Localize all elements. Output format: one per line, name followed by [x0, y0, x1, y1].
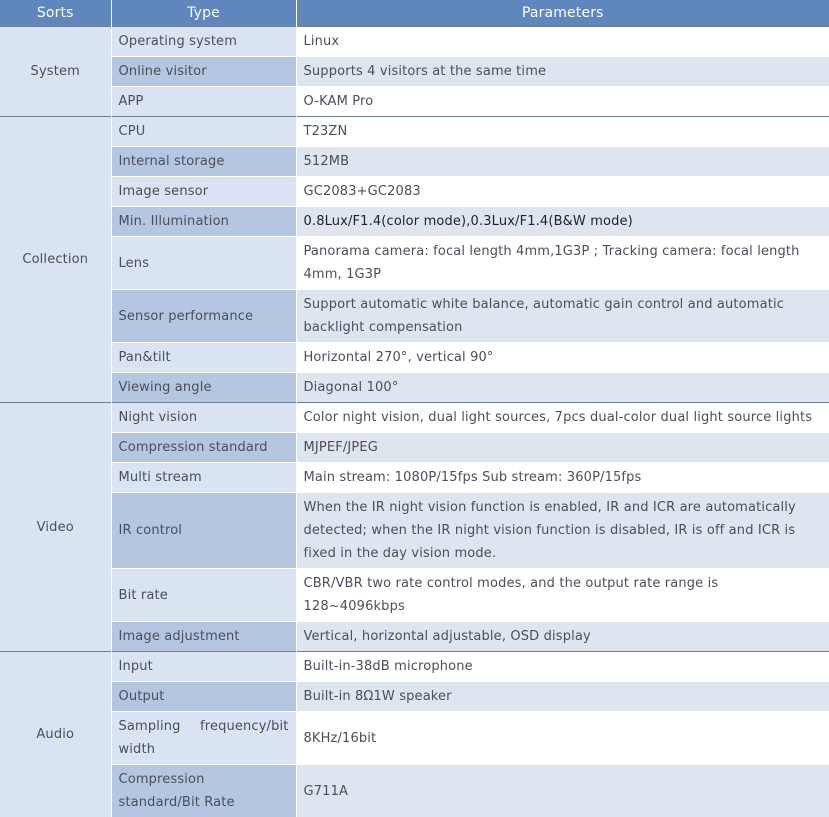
type-cell: Sensor performance: [111, 290, 296, 343]
table-row: [0, 87, 829, 117]
header-row: [0, 0, 829, 27]
param-cell: Main stream: 1080P/15fps Sub stream: 360P/15fps: [296, 463, 829, 493]
type-cell: Min. Illumination: [111, 207, 296, 237]
param-cell: Horizontal 270°, vertical 90°: [296, 343, 829, 373]
table-row: [0, 147, 829, 177]
header-parameters: Parameters: [296, 0, 829, 27]
param-cell: Vertical, horizontal adjustable, OSD display: [296, 622, 829, 652]
type-cell: Image adjustment: [111, 622, 296, 652]
table-row: [0, 493, 829, 569]
sort-system: System: [0, 27, 111, 117]
param-cell: G711A: [296, 765, 829, 817]
type-cell: Viewing angle: [111, 373, 296, 403]
type-cell: Image sensor: [111, 177, 296, 207]
type-cell: [111, 712, 296, 765]
param-cell: Panorama camera: focal length 4mm,1G3P ; Tracking camera: focal length 4mm, 1G3P: [296, 237, 829, 290]
param-cell: GC2083+GC2083: [296, 177, 829, 207]
param-cell: MJPEF/JPEG: [296, 433, 829, 463]
param-cell: Diagonal 100°: [296, 373, 829, 403]
table-row: [0, 177, 829, 207]
table-row: [0, 27, 829, 57]
type-cell: Compression standard: [111, 433, 296, 463]
table-row: [0, 682, 829, 712]
type-cell: Compression standard/Bit Rate: [111, 765, 296, 817]
param-cell: 8KHz/16bit: [296, 712, 829, 765]
param-cell: 0.8Lux/F1.4(color mode),0.3Lux/F1.4(B&W mode): [296, 207, 829, 237]
type-cell: Input: [111, 652, 296, 682]
table-row: [0, 463, 829, 493]
type-cell: IR control: [111, 493, 296, 569]
sort-audio: Audio: [0, 652, 111, 817]
type-cell: Bit rate: [111, 569, 296, 622]
type-cell: Online visitor: [111, 57, 296, 87]
table-row: [0, 57, 829, 87]
type-cell: Lens: [111, 237, 296, 290]
table-row: [0, 433, 829, 463]
param-cell: O-KAM Pro: [296, 87, 829, 117]
table-row: [0, 237, 829, 290]
type-cell: Night vision: [111, 403, 296, 433]
type-cell: CPU: [111, 117, 296, 147]
type-cell: Internal storage: [111, 147, 296, 177]
header-type: Type: [111, 0, 296, 27]
table-row: [0, 403, 829, 433]
table-row: [0, 207, 829, 237]
table-row: [0, 290, 829, 343]
table-row: [0, 622, 829, 652]
param-cell: When the IR night vision function is enabled, IR and ICR are automatically detected; when the IR night vision function is disabled, IR is off and ICR is fixed in the day vision mode.: [296, 493, 829, 569]
table-row: [0, 765, 829, 817]
header-sorts: Sorts: [0, 0, 111, 27]
type-cell: APP: [111, 87, 296, 117]
type-cell: Operating system: [111, 27, 296, 57]
type-cell-line: width: [119, 742, 156, 757]
param-cell: Color night vision, dual light sources, 7pcs dual-color dual light source lights: [296, 403, 829, 433]
type-cell: Multi stream: [111, 463, 296, 493]
table-row: [0, 712, 829, 765]
param-cell: Built-in-38dB microphone: [296, 652, 829, 682]
table-row: [0, 569, 829, 622]
table-row: [0, 343, 829, 373]
param-cell: Supports 4 visitors at the same time: [296, 57, 829, 87]
table-row: [0, 117, 829, 147]
sort-video: Video: [0, 403, 111, 652]
param-cell: Built-in 8Ω1W speaker: [296, 682, 829, 712]
table-row: [0, 373, 829, 403]
type-cell: Pan&tilt: [111, 343, 296, 373]
type-cell: Output: [111, 682, 296, 712]
param-cell: 512MB: [296, 147, 829, 177]
param-cell: T23ZN: [296, 117, 829, 147]
sort-collection: Collection: [0, 117, 111, 403]
param-cell: CBR/VBR two rate control modes, and the output rate range is 128~4096kbps: [296, 569, 829, 622]
table-row: [0, 652, 829, 682]
param-cell: Support automatic white balance, automatic gain control and automatic backlight compensation: [296, 290, 829, 343]
param-cell: Linux: [296, 27, 829, 57]
type-cell-line: Sampling frequency/bit: [119, 715, 289, 738]
